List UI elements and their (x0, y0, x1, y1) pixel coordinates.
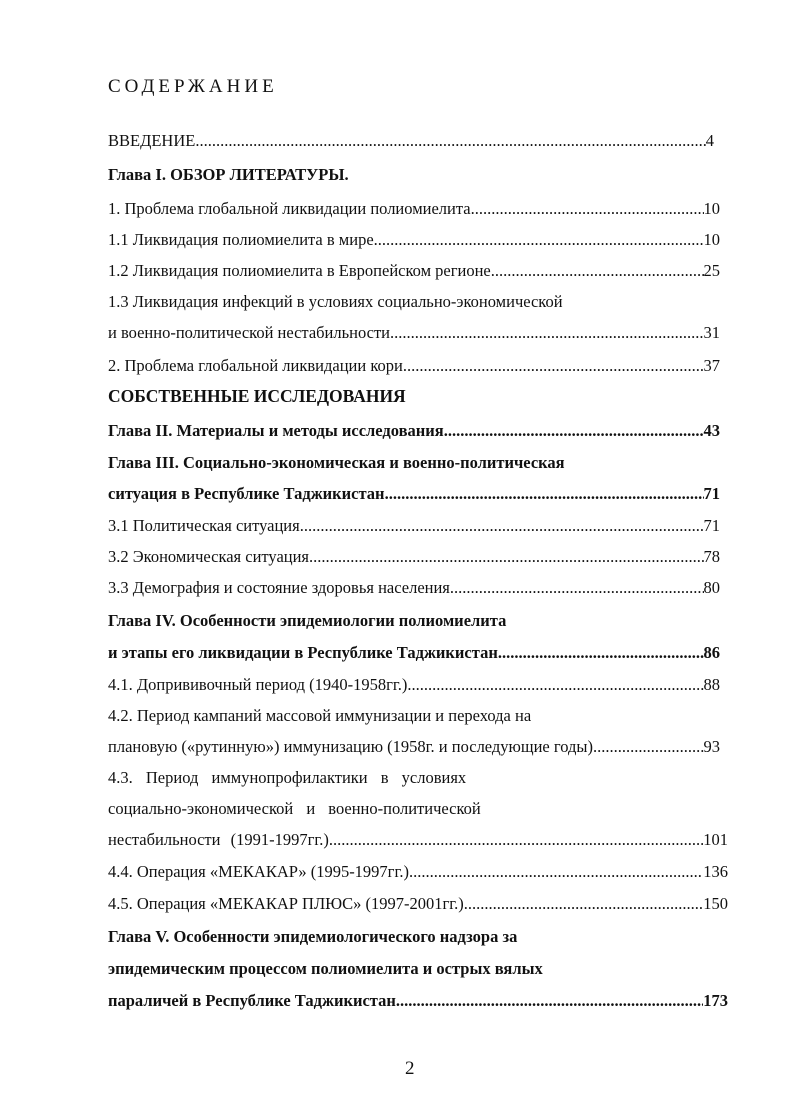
toc-line (108, 829, 728, 851)
toc-line-text: 4.4. Операция «МЕКАКАР» (1995-1997гг.) (108, 862, 409, 881)
toc-line-text: 1.1 Ликвидация полиомиелита в мире (108, 230, 374, 249)
toc-page: 43 (703, 421, 720, 440)
toc-leader (593, 736, 704, 758)
toc-page: 101 (703, 830, 728, 849)
toc-leader (409, 861, 703, 883)
toc-line: эпидемическим процессом полиомиелита и острых вялых (108, 959, 543, 978)
toc-leader (300, 515, 704, 537)
toc-page: 10 (703, 230, 720, 249)
toc-leader (444, 420, 704, 442)
toc-line (108, 893, 728, 915)
toc-leader (385, 483, 704, 505)
toc-leader (403, 355, 704, 377)
toc-line (108, 736, 720, 758)
toc-line-text: параличей в Республике Таджикистан (108, 991, 396, 1010)
toc-line-text: ВВЕДЕНИЕ (108, 131, 196, 150)
toc-line: 4.3. Период иммунопрофилактики в условиях (108, 768, 467, 787)
toc-page: 150 (703, 894, 728, 913)
toc-line-text: нестабильности (1991-1997гг.) (108, 830, 329, 849)
toc-line (108, 198, 720, 220)
toc-line-text: 3.1 Политическая ситуация (108, 516, 300, 535)
toc-line-chapter-1-heading: Глава I. ОБЗОР ЛИТЕРАТУРЫ. (108, 165, 349, 184)
toc-line-chapter-2 (108, 420, 720, 442)
toc-line-text: и военно-политической нестабильности (108, 323, 390, 342)
toc-line: 1.3 Ликвидация инфекций в условиях социально-экономической (108, 292, 563, 311)
toc-line-text: ситуация в Республике Таджикистан (108, 484, 385, 503)
toc-leader (498, 642, 704, 664)
toc-line-text: Глава II. Материалы и методы исследования (108, 421, 444, 440)
toc-line (108, 483, 720, 505)
toc-leader (309, 546, 703, 568)
toc-line (108, 322, 720, 344)
toc-page: 4 (705, 131, 714, 150)
toc-line-text: 3.3 Демография и состояние здоровья населения (108, 578, 450, 597)
toc-page: 173 (703, 991, 728, 1010)
toc-line (108, 861, 728, 883)
toc-line: 4.2. Период кампаний массовой иммунизации и перехода на (108, 706, 532, 725)
toc-leader (329, 829, 703, 851)
toc-leader (471, 198, 704, 220)
toc-page: 93 (703, 737, 720, 756)
toc-line (108, 260, 720, 282)
toc-line-chapter-4-heading: Глава IV. Особенности эпидемиологии полиомиелита (108, 611, 507, 630)
toc-line-text: плановую («рутинную») иммунизацию (1958г. и последующие годы) (108, 737, 593, 756)
toc-line-introduction (108, 130, 714, 152)
toc-line-text: 4.5. Операция «МЕКАКАР ПЛЮС» (1997-2001гг.) (108, 894, 464, 913)
page-number: 2 (405, 1058, 415, 1079)
table-of-contents-title: СОДЕРЖАНИЕ (108, 76, 278, 97)
toc-line (108, 674, 720, 696)
toc-page: 25 (703, 261, 720, 280)
toc-line-text: 2. Проблема глобальной ликвидации кори (108, 356, 403, 375)
toc-page: 80 (703, 578, 720, 597)
toc-leader (396, 990, 703, 1012)
toc-page: 78 (703, 547, 720, 566)
toc-line-text: 1. Проблема глобальной ликвидации полиомиелита (108, 199, 471, 218)
toc-page: 31 (703, 323, 720, 342)
toc-page: 88 (703, 675, 720, 694)
toc-leader (491, 260, 704, 282)
toc-line-text: 4.1. Допрививочный период (1940-1958гг.) (108, 675, 408, 694)
toc-page: 37 (703, 356, 720, 375)
toc-page: 71 (703, 484, 720, 503)
toc-page: 71 (703, 516, 720, 535)
toc-page: 10 (703, 199, 720, 218)
toc-page: 136 (703, 862, 728, 881)
toc-page: 86 (703, 643, 720, 662)
toc-line-chapter-3-heading: Глава III. Социально-экономическая и военно-политическая (108, 453, 565, 472)
toc-line (108, 546, 720, 568)
toc-line: социально-экономической и военно-политической (108, 799, 481, 818)
toc-section-heading: СОБСТВЕННЫЕ ИССЛЕДОВАНИЯ (108, 386, 406, 406)
toc-line (108, 229, 720, 251)
toc-line (108, 355, 720, 377)
toc-line-chapter-5-heading: Глава V. Особенности эпидемиологического надзора за (108, 927, 518, 946)
toc-leader (464, 893, 703, 915)
toc-leader (374, 229, 704, 251)
toc-line-text: 3.2 Экономическая ситуация (108, 547, 310, 566)
toc-leader (407, 674, 703, 696)
toc-line-text: 1.2 Ликвидация полиомиелита в Европейском регионе (108, 261, 491, 280)
toc-line (108, 515, 720, 537)
toc-leader (450, 577, 704, 599)
toc-line (108, 990, 728, 1012)
toc-line (108, 642, 720, 664)
toc-line-text: и этапы его ликвидации в Республике Таджикистан (108, 643, 498, 662)
toc-leader (390, 322, 704, 344)
toc-leader (195, 130, 705, 152)
toc-line (108, 577, 720, 599)
